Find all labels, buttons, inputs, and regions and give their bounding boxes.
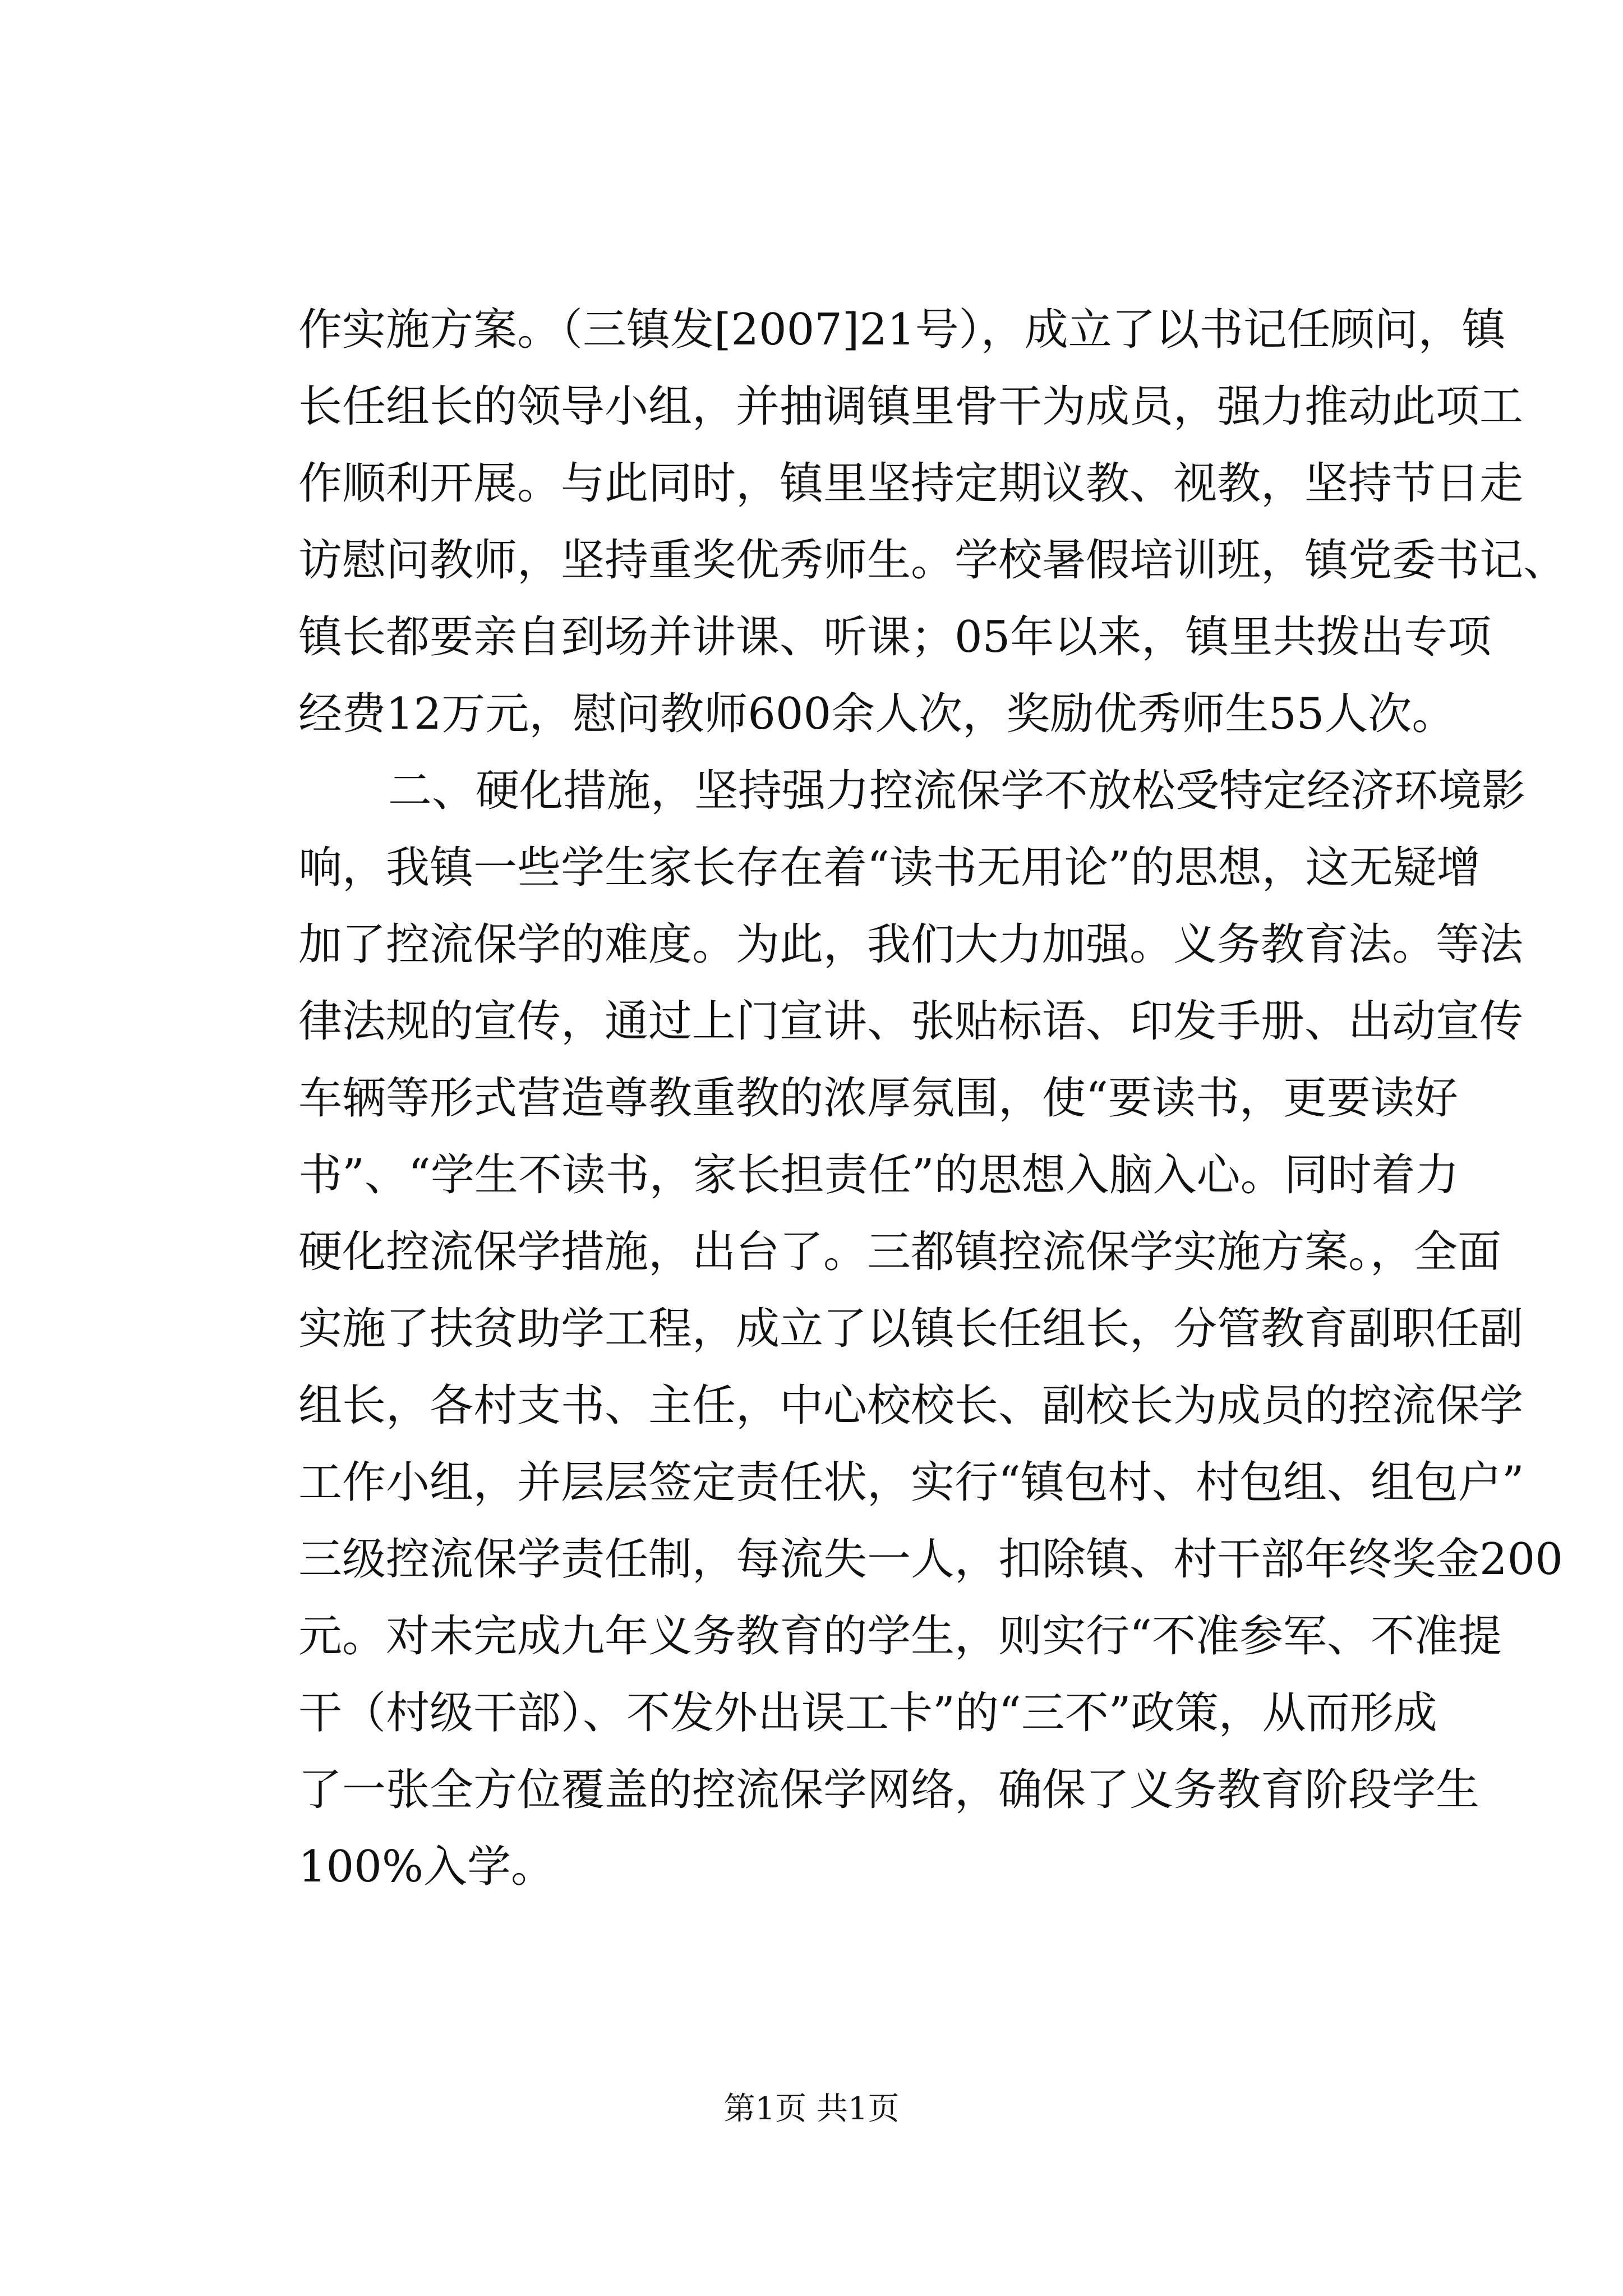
text-line: 元。对未完成九年义务教育的学生，则实行“不准参军、不准提: [298, 1611, 1502, 1662]
text-line: 响，我镇一些学生家长存在着“读书无用论”的思想，这无疑增: [298, 843, 1481, 893]
text-line: 长任组长的领导小组，并抽调镇里骨干为成员，强力推动此项工: [298, 381, 1524, 432]
text-line: 组长，各村支书、主任，中心校校长、副校长为成员的控流保学: [298, 1381, 1524, 1431]
text-line: 书”、“学生不读书，家长担责任”的思想入脑入心。同时着力: [298, 1150, 1459, 1200]
text-line: 工作小组，并层层签定责任状，实行“镇包村、村包组、组包户”: [298, 1457, 1524, 1508]
text-line: 干（村级干部）、不发外出误工卡”的“三不”政策，从而形成: [298, 1688, 1437, 1738]
text-line: 律法规的宣传，通过上门宣讲、张贴标语、印发手册、出动宣传: [298, 996, 1524, 1047]
text-line: 三级控流保学责任制，每流失一人，扣除镇、村干部年终奖金200: [298, 1534, 1563, 1585]
text-line: 作实施方案。（三镇发[2007]21号），成立了以书记任顾问，镇: [298, 305, 1506, 355]
document-body: [298, 292, 1567, 1906]
text-line: 车辆等形式营造尊教重教的浓厚氛围，使“要读书，更要读好: [298, 1073, 1458, 1124]
text-line: 访慰问教师，坚持重奖优秀师生。学校暑假培训班，镇党委书记、: [298, 535, 1567, 586]
text-line: 100%入学。: [298, 1842, 555, 1892]
text-line: 了一张全方位覆盖的控流保学网络，确保了义务教育阶段学生: [298, 1765, 1480, 1815]
text-line: 二、硬化措施，坚持强力控流保学不放松受特定经济环境影: [388, 766, 1526, 816]
text-line: 加了控流保学的难度。为此，我们大力加强。义务教育法。等法: [298, 919, 1524, 970]
text-line: 实施了扶贫助学工程，成立了以镇长任组长，分管教育副职任副: [298, 1304, 1524, 1354]
page-footer: 第1页 共1页: [723, 2091, 900, 2127]
text-line: 作顺利开展。与此同时，镇里坚持定期议教、视教，坚持节日走: [298, 458, 1524, 509]
text-line: 硬化控流保学措施，出台了。三都镇控流保学实施方案。，全面: [298, 1227, 1502, 1277]
text-line: 镇长都要亲自到场并讲课、听课；05年以来，镇里共拨出专项: [298, 612, 1492, 662]
text-line: 经费12万元，慰问教师600余人次，奖励优秀师生55人次。: [298, 689, 1456, 739]
